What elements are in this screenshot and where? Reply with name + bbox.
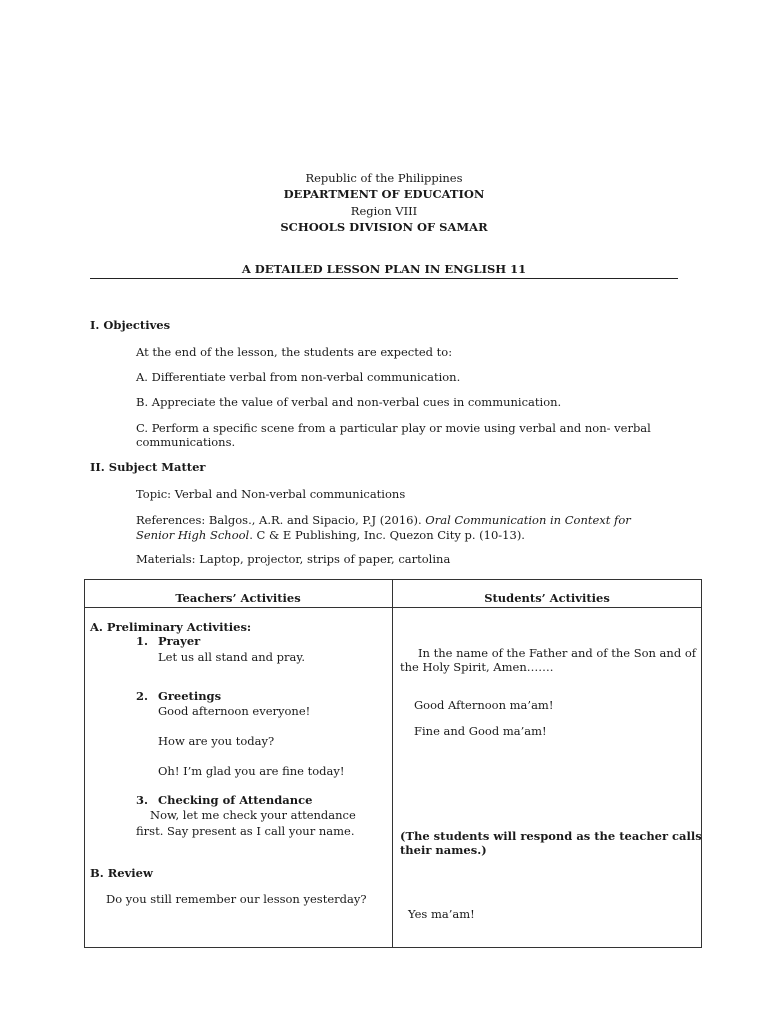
prayer-text: Let us all stand and pray. xyxy=(158,650,305,664)
item1-prayer-label: Prayer xyxy=(158,634,201,648)
references-prefix: References: Balgos., A.R. and Sipacio, P.J (2016). xyxy=(136,513,426,527)
header-division: SCHOOLS DIVISION OF SAMAR xyxy=(280,220,488,234)
student-prayer-line1: In the name of the Father and of the Son and of xyxy=(418,646,697,660)
item2-number: 2. xyxy=(136,689,149,703)
student-attendance-line1: (The students will respond as the teacher calls xyxy=(400,829,702,843)
item3-number: 3. xyxy=(136,793,149,807)
header-department: DEPARTMENT OF EDUCATION xyxy=(283,187,485,201)
document-title: A DETAILED LESSON PLAN IN ENGLISH 11 xyxy=(241,262,527,276)
item1-number: 1. xyxy=(136,634,149,648)
attendance-text-1: Now, let me check your attendance xyxy=(150,808,356,822)
objective-c-line1: C. Perform a specific scene from a particular play or movie using verbal and non- verbal xyxy=(136,421,651,435)
table-column-divider xyxy=(392,579,393,948)
greeting-text-1: Good afternoon everyone! xyxy=(158,704,311,718)
objective-a: A. Differentiate verbal from non-verbal communication. xyxy=(136,370,461,384)
column-header-teachers: Teachers’ Activities xyxy=(175,591,301,605)
review-question: Do you still remember our lesson yesterday? xyxy=(106,892,367,906)
title-underline xyxy=(90,278,678,279)
item3-attendance-label: Checking of Attendance xyxy=(158,793,313,807)
attendance-text-2: first. Say present as I call your name. xyxy=(136,824,355,838)
table-header-divider xyxy=(84,607,702,608)
header-region: Region VIII xyxy=(350,204,418,218)
subject-references-line1 xyxy=(136,513,631,527)
objectives-intro: At the end of the lesson, the students are expected to: xyxy=(136,345,453,359)
subject-materials: Materials: Laptop, projector, strips of paper, cartolina xyxy=(136,552,451,566)
student-greeting-reply-2: Fine and Good ma’am! xyxy=(414,724,547,738)
column-header-students: Students’ Activities xyxy=(484,591,610,605)
item2-greetings-label: Greetings xyxy=(158,689,222,703)
references-title-part2: Senior High School xyxy=(136,528,250,542)
references-suffix: . C & E Publishing, Inc. Quezon City p. (10-13). xyxy=(249,528,525,542)
subject-matter-heading: II. Subject Matter xyxy=(90,460,206,474)
student-review-answer: Yes ma’am! xyxy=(408,907,475,921)
student-attendance-line2: their names.) xyxy=(400,843,487,857)
subject-references-line2 xyxy=(136,528,525,542)
objective-b: B. Appreciate the value of verbal and non-verbal cues in communication. xyxy=(136,395,562,409)
student-prayer-line2: the Holy Spirit, Amen……. xyxy=(400,660,554,674)
header-republic: Republic of the Philippines xyxy=(305,171,463,185)
greeting-text-2: How are you today? xyxy=(158,734,275,748)
subject-topic: Topic: Verbal and Non-verbal communications xyxy=(136,487,406,501)
references-title-part1: Oral Communication in Context for xyxy=(425,513,631,527)
student-greeting-reply-1: Good Afternoon ma’am! xyxy=(414,698,554,712)
greeting-text-3: Oh! I’m glad you are fine today! xyxy=(158,764,345,778)
objective-c-line2: communications. xyxy=(136,435,236,449)
objectives-heading: I. Objectives xyxy=(90,318,171,332)
review-heading: B. Review xyxy=(90,866,153,880)
preliminary-activities-heading: A. Preliminary Activities: xyxy=(90,620,252,634)
